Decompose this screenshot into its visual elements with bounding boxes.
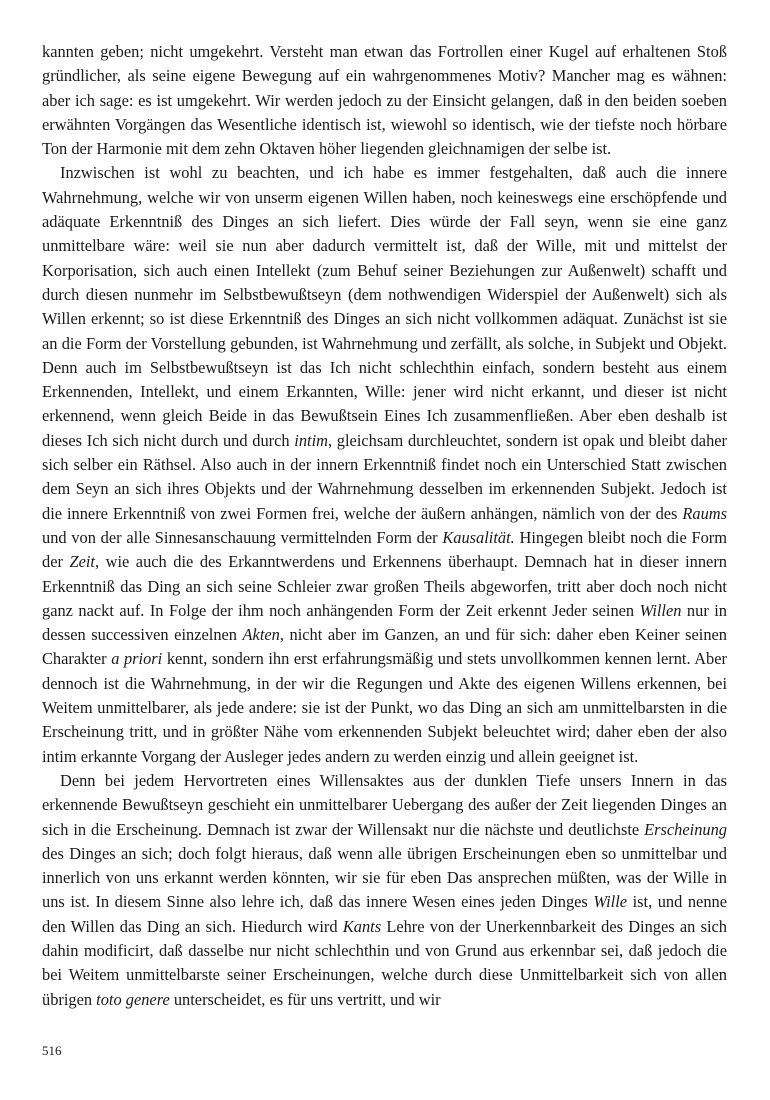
text-run: Lehre von der Unerkennbarkeit des Dinges an sich dahin modificirt, daß dasselbe nur nicht schlechthin und von Grund aus erkennbar sei, daß jedoch die bei Weitem unmittelbarste seiner Erscheinungen, welche durch diese Unmittelbarkeit sich von allen übrigen bbox=[42, 916, 727, 1009]
text-run: , gleichsam durchleuchtet, sondern ist opak und bleibt daher sich selber ein Räthsel. Also auch in der innern Erkenntniß findet noch ein Unterschied Statt zwischen dem Seyn an sich ihres Objekts und der Wahrnehmung desselben im erkennenden Subjekt. Jedoch ist die innere Erkenntniß von zwei Formen frei, welche der äußern anhängen, nämlich von der des bbox=[42, 430, 727, 523]
text-run: ist, und nenne den Willen das Ding an sich. Hiedurch wird bbox=[42, 892, 727, 936]
italic-text-run: Akten bbox=[242, 625, 280, 645]
text-run: Hingegen bleibt noch die Form der bbox=[42, 527, 727, 572]
italic-text-run: Raums bbox=[682, 503, 727, 523]
page-body bbox=[42, 40, 727, 1012]
text-run: unterscheidet, es für uns vertritt, und wir bbox=[169, 989, 441, 1009]
paragraph-3 bbox=[42, 769, 727, 1012]
text-run: kennt, sondern ihn erst erfahrungsmäßig und stets unvollkommen kennen lernt. Aber dennoch ist die Wahrnehmung, in der wir die Regungen und Akte des eigenen Willens erkennen, bei Weitem unmittelbarer, als jede andere: sie ist der Punkt, wo das Ding an sich am unmittelbarsten in die Erscheinung tritt, und in größter Nähe vom erkennenden Subjekt beleuchtet wird; daher eben der also intim erkannte Vorgang der Ausleger jedes andern zu werden einzig und allein geeignet ist. bbox=[42, 649, 727, 766]
text-run: kannten geben; nicht umgekehrt. Versteht man etwan das Fortrollen einer Kugel auf erhaltenen Stoß gründlicher, als seine eigene Bewegung auf ein wahrgenommenes Motiv? Mancher mag es wähnen: aber ich sage: es ist umgekehrt. Wir werden jedoch zu der Einsicht gelangen, daß in den beiden soeben erwähnten Vorgängen das Wesentliche identisch ist, wiewohl so identisch, wie der tiefste noch hörbare Ton der Harmonie mit dem zehn Oktaven höher liegenden gleichnamigen der selbe ist. bbox=[42, 42, 727, 159]
italic-text-run: Zeit bbox=[69, 552, 95, 572]
paragraph-1 bbox=[42, 40, 727, 161]
italic-text-run: Erscheinung bbox=[644, 819, 727, 839]
text-run: , nicht aber im Ganzen, an und für sich: daher eben Keiner seinen Charakter bbox=[42, 625, 727, 669]
page-number: 516 bbox=[42, 1043, 62, 1058]
italic-text-run: Wille bbox=[593, 892, 628, 912]
text-run: Inzwischen ist wohl zu beachten, und ich habe es immer festgehalten, daß auch die innere Wahrnehmung, welche wir von unserm eigenen Willen haben, noch keineswegs eine erschöpfende und adäquate Erkenntniß des Dinges an sich liefert. Dies würde der Fall seyn, wenn sie eine ganz unmittelbare wäre: weil sie nun aber dadurch vermittelt ist, daß der Wille, mit und mittelst der Korporisation, sich auch einen Intellekt (zum Behuf seiner Beziehungen zur Außenwelt) schafft und durch diesen nunmehr im Selbstbewußtseyn (dem nothwendigen Widerspiel der Außenwelt) sich als Willen erkennt; so ist diese Erkenntniß des Dinges an sich nicht vollkommen adäquat. Zunächst ist sie an die Form der Vorstellung gebunden, ist Wahrnehmung und zerfällt, als solche, in Subjekt und Objekt. Denn auch im Selbstbewußtseyn ist das Ich nicht schlechthin einfach, sondern besteht aus einem Erkennenden, Intellekt, und einem Erkannten, Wille: jener wird nicht erkannt, und dieser ist nicht erkennend, wenn gleich Beide in das Bewußtsein Eines Ich zusammenfließen. Aber eben deshalb ist dieses Ich sich nicht durch und durch bbox=[42, 163, 727, 450]
text-run: Denn bei jedem Hervortreten eines Willensaktes aus der dunklen Tiefe unsers Innern in das erkennende Bewußtseyn geschieht ein unmittelbarer Uebergang des außer der Zeit liegenden Dinges an sich in die Erscheinung. Demnach ist zwar der Willensakt nur die nächste und deutlichste bbox=[42, 770, 727, 839]
italic-text-run: a priori bbox=[111, 649, 163, 669]
italic-text-run: Kausalität. bbox=[442, 527, 515, 547]
italic-text-run: intim bbox=[294, 430, 328, 450]
italic-text-run: Kants bbox=[342, 916, 382, 936]
text-run: , wie auch die des Erkanntwerdens und Erkennens überhaupt. Demnach hat in dieser innern Erkenntniß das Ding an sich seine Schleier zwar großen Theils abgeworfen, tritt aber doch noch nicht ganz nackt auf. In Folge der ihm noch anhängenden Form der Zeit erkennt Jeder seinen bbox=[42, 552, 727, 620]
italic-text-run: toto genere bbox=[96, 989, 170, 1009]
italic-text-run: Willen bbox=[639, 600, 682, 620]
text-run: nur in dessen successiven einzelnen bbox=[42, 600, 727, 645]
paragraph-2 bbox=[42, 161, 727, 768]
text-run: und von der alle Sinnesanschauung vermittelnden Form der bbox=[42, 527, 443, 547]
text-run: des Dinges an sich; doch folgt hieraus, daß wenn alle übrigen Erscheinungen eben so unmittelbar und innerlich von uns erkannt werden könnten, wir sie für eben Das ansprechen müßten, was der Wille in uns ist. In diesem Sinne also lehre ich, daß das innere Wesen eines jeden Dinges bbox=[42, 843, 727, 912]
